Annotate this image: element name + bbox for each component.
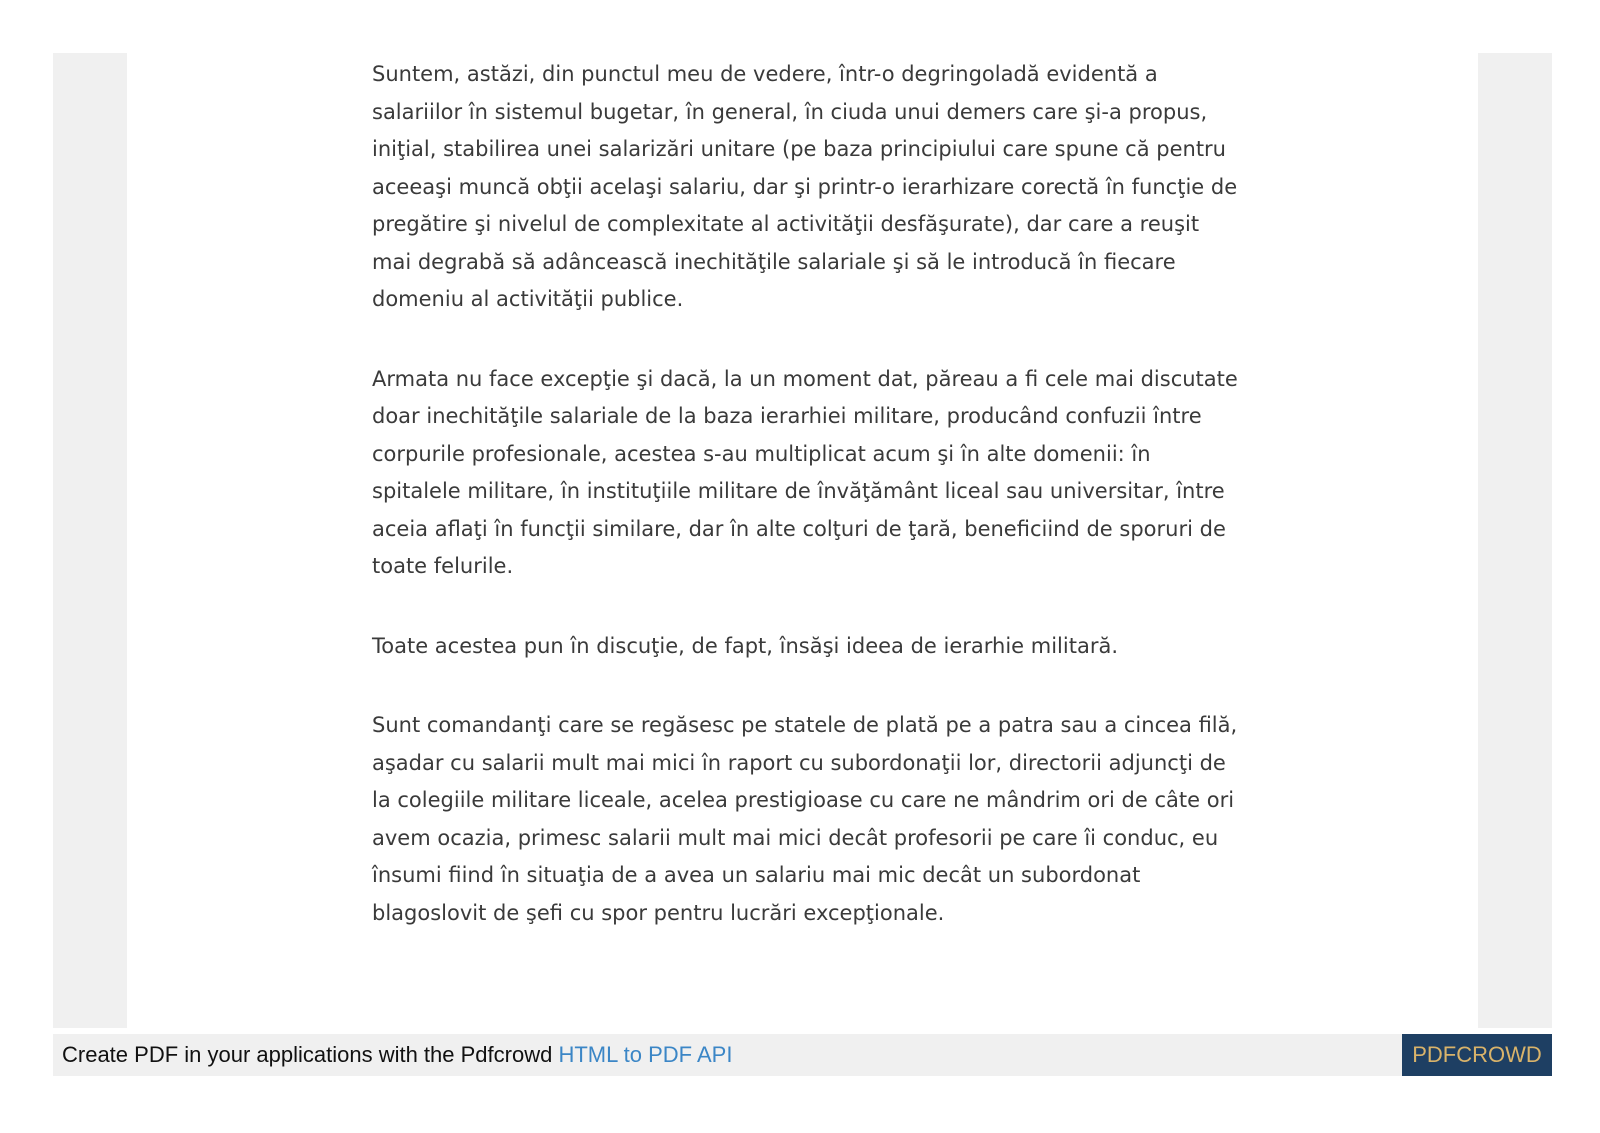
footer-promo-text: Create PDF in your applications with the Pdfcrowd [62,1042,559,1067]
article-paragraph-2: Armata nu face excepţie şi dacă, la un moment dat, păreau a fi cele mai discutate doar inechităţile salariale de la baza ierarhiei militare, producând confuzii între corpurile profesionale, acestea s-au multiplicat acum şi în alte domenii: în spitalele militare, în instituţiile militare de învăţământ liceal sau universitar, între aceia aflaţi în funcţii similare, dar în alte colţuri de ţară, beneficiind de sporuri de toate felurile. [372,366,1238,578]
pdfcrowd-footer-bar [53,1034,1552,1076]
left-margin-panel [53,53,127,1028]
article-paragraph-4: Sunt comandanţi care se regăsesc pe statele de plată pe a patra sau a cincea filă, aşadar cu salarii mult mai mici în raport cu subordonaţii lor, directorii adjuncţi de la colegiile militare liceale, acelea prestigioase cu care ne mândrim ori de câte ori avem ocazia, primesc salarii mult mai mici decât profesorii pe care îi conduc, eu însumi fiind în situaţia de a avea un salariu mai mic decât un subordonat blagoslovit de şefi cu spor pentru lucrări excepţionale. [372,713,1238,925]
article-paragraph-1: Suntem, astăzi, din punctul meu de vedere, într-o degringoladă evidentă a salariilor în sistemul bugetar, în general, în ciuda unui demers care şi-a propus, iniţial, stabilirea unei salarizări unitare (pe baza principiului care spune că pentru aceeaşi muncă obţii acelaşi salariu, dar şi printr-o ierarhizare corectă în funcţie de pregătire şi nivelul de complexitate al activităţii desfăşurate), dar care a reuşit mai degrabă să adâncească inechităţile salariale şi să le introducă în fiecare domeniu al activităţii publice. [372,62,1238,311]
right-margin-panel [1478,53,1552,1028]
pdfcrowd-logo-button[interactable]: PDFCROWD [1402,1034,1552,1076]
html-to-pdf-api-link[interactable]: HTML to PDF API [558,1042,733,1067]
footer-text-line [62,1042,732,1068]
article-body [372,56,1242,974]
article-paragraph-3: Toate acestea pun în discuţie, de fapt, însăşi ideea de ierarhie militară. [372,633,1119,658]
